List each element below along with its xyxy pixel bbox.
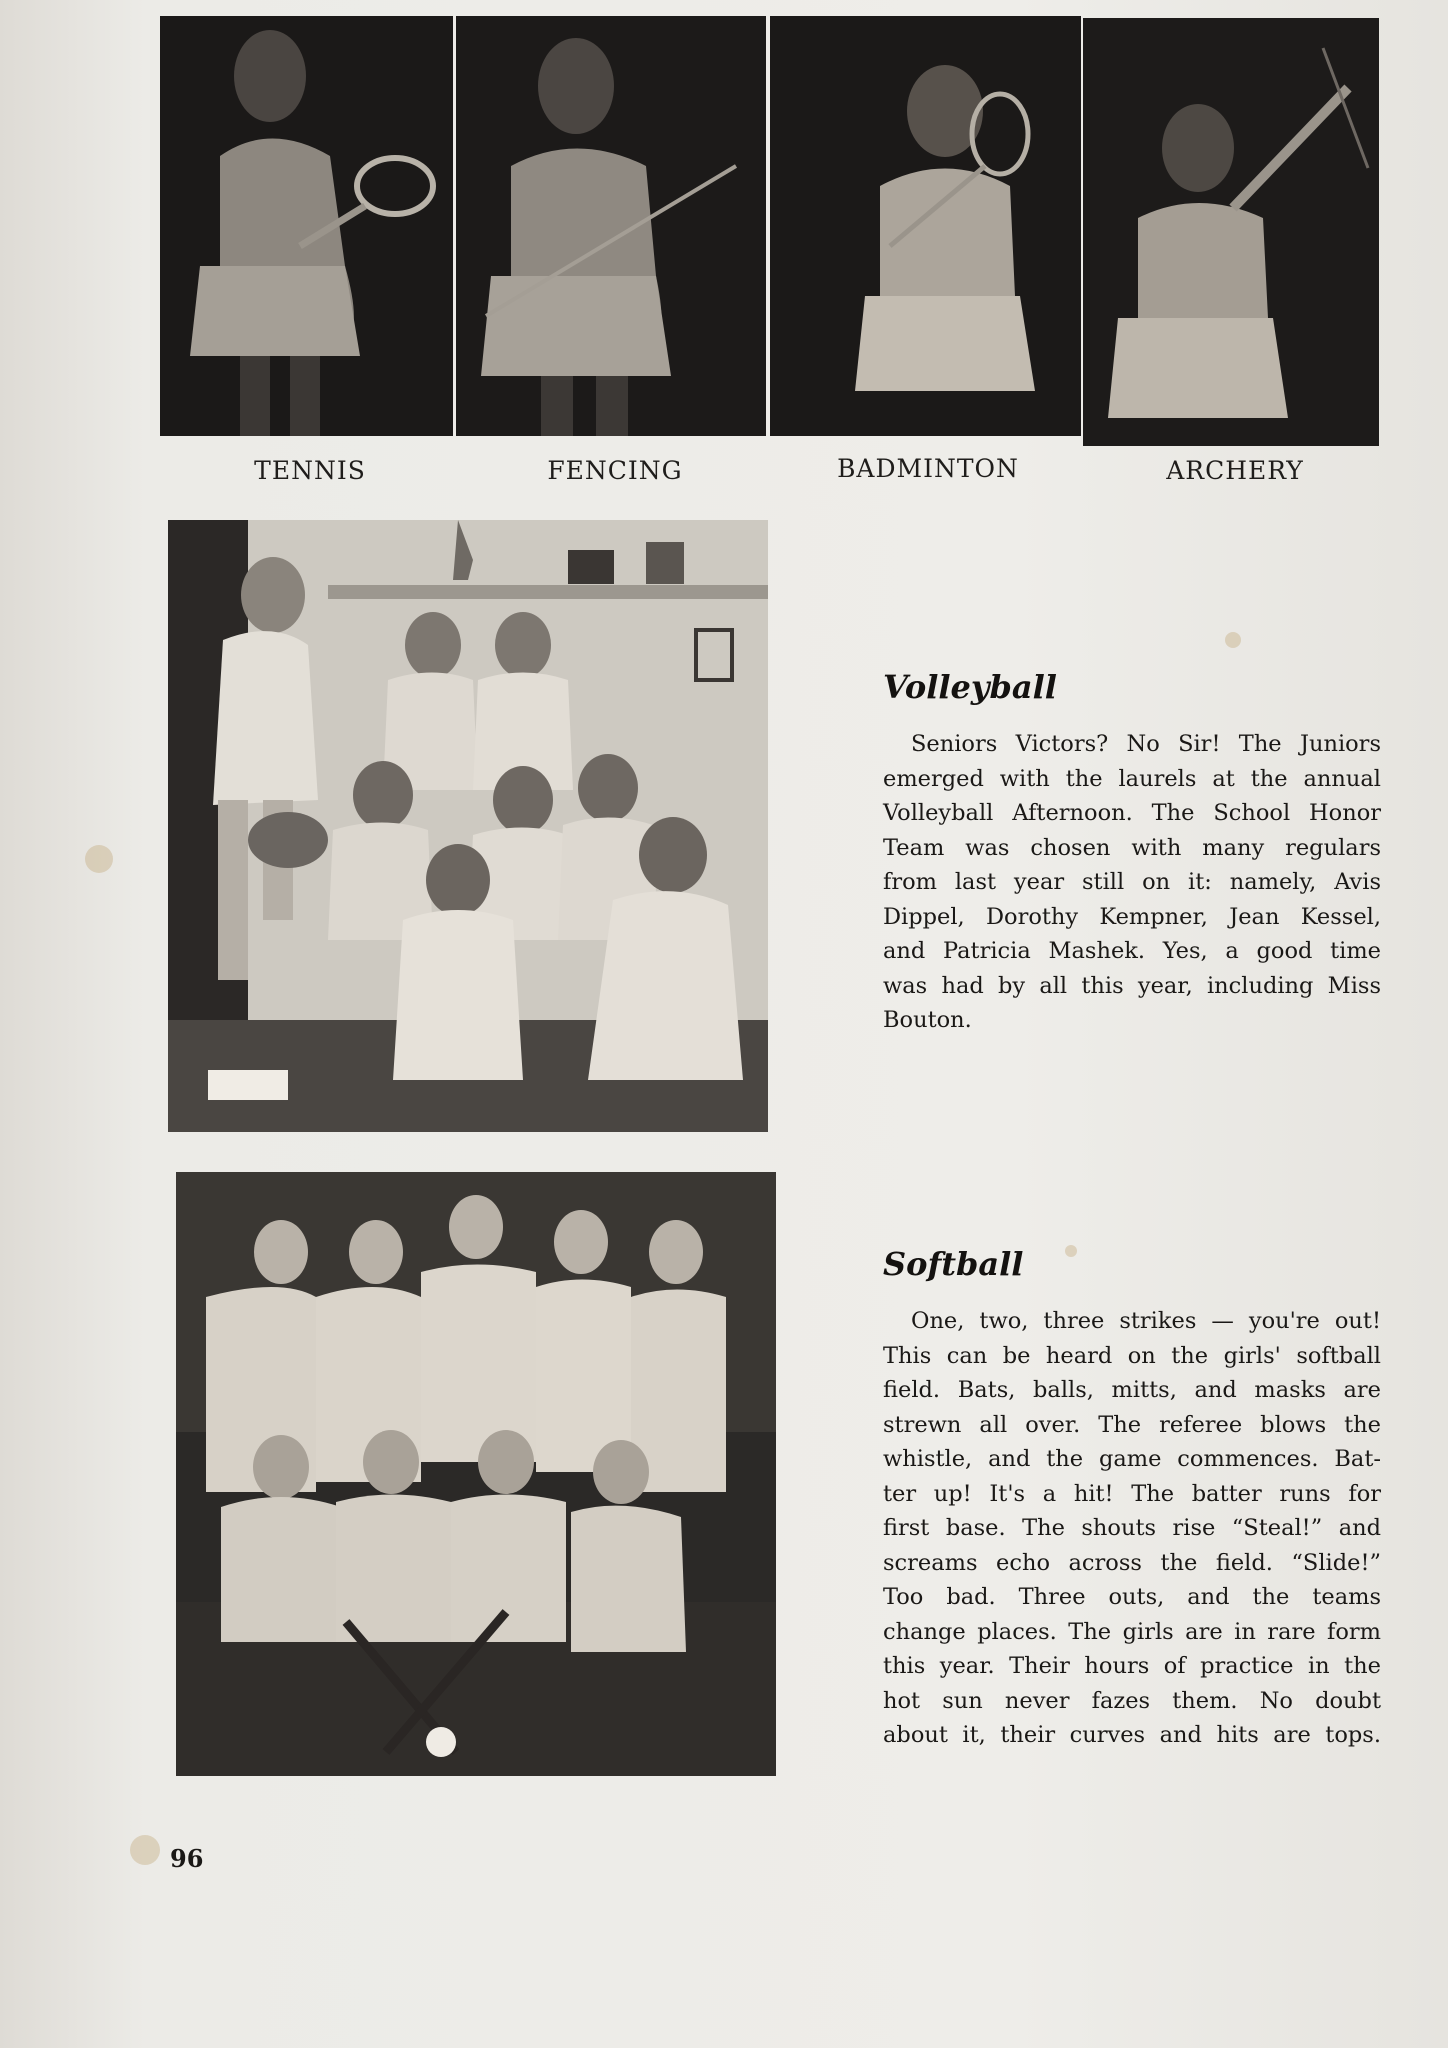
softball-line: change places. The girls are in rare form [883,1618,1381,1645]
caption-badminton: BADMINTON [837,454,1019,483]
paper-stain [1225,632,1241,648]
volleyball-team-photo [168,520,768,1132]
page-number: 96 [170,1844,204,1873]
softball-line: about it, their curves and hits are tops. [883,1722,1381,1748]
volleyball-line: Volleyball Afternoon. The School Honor [883,800,1381,826]
softball-line: ter up! It's a hit! The batter runs for [883,1480,1381,1507]
paper-stain [1065,1245,1077,1257]
volleyball-line: Dippel, Dorothy Kempner, Jean Kessel, [883,903,1381,930]
softball-line: field. Bats, balls, mitts, and masks are [883,1377,1381,1403]
paper-stain [85,845,113,873]
volleyball-heading: Volleyball [883,668,1057,706]
volleyball-line: from last year still on it: namely, Avis [883,869,1381,895]
volleyball-line: Seniors Victors? No Sir! The Juniors [911,731,1381,757]
softball-line: This can be heard on the girls' softball [883,1342,1381,1369]
volleyball-line: Bouton. [883,1007,972,1033]
caption-archery: ARCHERY [1166,456,1304,485]
badminton-photo [770,16,1081,436]
softball-line: whistle, and the game commences. Bat- [883,1446,1381,1472]
paper-stain [130,1835,160,1865]
fencing-photo [456,16,766,436]
caption-fencing: FENCING [547,456,683,485]
volleyball-line: emerged with the laurels at the annual [883,765,1381,792]
caption-tennis: TENNIS [254,456,366,485]
volleyball-line: was had by all this year, including Miss [883,972,1381,999]
volleyball-line: and Patricia Mashek. Yes, a good time [883,938,1381,964]
volleyball-line: Team was chosen with many regulars [883,834,1381,861]
softball-team-photo [176,1172,776,1776]
softball-line: hot sun never fazes them. No doubt [883,1687,1381,1714]
softball-line: screams echo across the field. “Slide!” [883,1549,1381,1576]
archery-photo [1083,18,1379,446]
softball-heading: Softball [883,1245,1024,1283]
softball-line: strewn all over. The referee blows the [883,1411,1381,1438]
softball-line: Too bad. Three outs, and the teams [883,1584,1381,1610]
softball-line: first base. The shouts rise “Steal!” and [883,1515,1381,1541]
softball-line: One, two, three strikes — you're out! [911,1308,1381,1334]
softball-line: this year. Their hours of practice in the [883,1653,1381,1679]
softball-paragraph [883,1304,1381,1753]
volleyball-paragraph [883,727,1381,1038]
tennis-photo [160,16,453,436]
